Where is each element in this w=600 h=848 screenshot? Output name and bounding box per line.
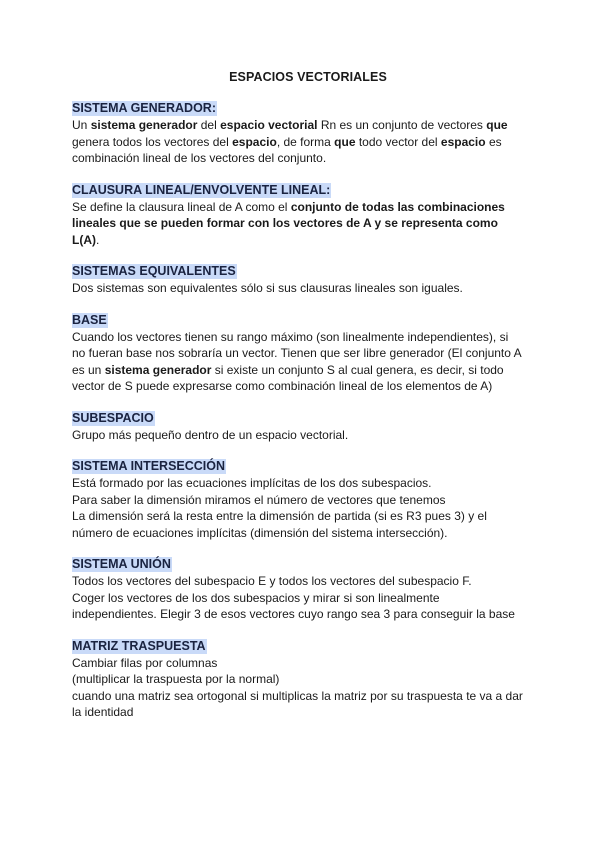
text-line (72, 508, 542, 525)
bold-text-run: sistema generador (90, 118, 198, 132)
section (72, 638, 542, 721)
section-heading-highlight: SISTEMA UNIÓN (72, 557, 171, 571)
section-paragraph (72, 280, 542, 297)
text-run: Para saber la dimensión miramos el número de vectores que tenemos (72, 492, 446, 507)
text-line (72, 704, 542, 721)
text-line (72, 215, 542, 232)
text-run: no fueran base nos sobraría un vector. Tienen que ser libre generador (El conjunto A (72, 346, 522, 360)
text-line (72, 492, 542, 509)
text-line (72, 573, 542, 590)
bold-text-run: L(A) (72, 232, 96, 247)
bold-text-run: lineales que se pueden formar con los vectores de A y se representa como (72, 216, 498, 230)
section (72, 458, 542, 541)
document-body (72, 100, 542, 721)
text-run: La dimensión será la resta entre la dimensión de partida (si es R3 pues 3) y el (72, 509, 487, 523)
text-run: cuando una matriz sea ortogonal si multiplicas la matriz por su traspuesta te va a dar (72, 688, 523, 703)
bold-text-run: espacio (440, 134, 486, 149)
text-run: Dos sistemas son equivalentes sólo si sus clausuras lineales son iguales. (72, 281, 463, 295)
text-line (72, 134, 542, 151)
text-run: Todos los vectores del subespacio E y todos los vectores del subespacio F. (72, 574, 472, 588)
text-run: Cuando los vectores tienen su rango máximo (son linealmente independientes), si (72, 329, 509, 344)
text-run: número de ecuaciones implícitas (dimensión del sistema intersección). (72, 525, 448, 540)
bold-text-run: espacio vectorial (220, 118, 318, 132)
section-paragraph (72, 475, 542, 541)
text-run: vector de S puede expresarse como combinación lineal de los elementos de A) (72, 379, 493, 393)
text-run: Rn es un conjunto de vectores (317, 118, 487, 132)
text-run: Grupo más pequeño dentro de un espacio vectorial. (72, 427, 349, 442)
section-paragraph (72, 199, 542, 249)
section-heading-highlight: SUBESPACIO (72, 410, 154, 425)
section-paragraph (72, 329, 542, 395)
section-heading (72, 556, 542, 573)
text-run: Un (72, 118, 91, 132)
text-line (72, 590, 542, 607)
text-line (72, 280, 542, 297)
text-line (72, 232, 542, 249)
text-run: genera todos los vectores del (72, 134, 233, 149)
text-run: Se define la clausura lineal de A como el (72, 199, 291, 214)
text-line (72, 150, 542, 167)
text-run: es (485, 134, 502, 149)
section (72, 182, 542, 249)
section-heading (72, 410, 542, 427)
section-heading-highlight: MATRIZ TRASPUESTA (72, 638, 206, 653)
section (72, 312, 542, 395)
text-line (72, 427, 542, 444)
text-line (72, 525, 542, 542)
section-heading (72, 458, 542, 475)
section-heading (72, 638, 542, 655)
section-paragraph (72, 655, 542, 721)
text-run: combinación lineal de los vectores del conjunto. (72, 151, 327, 165)
section-paragraph (72, 427, 542, 444)
text-run: es un (72, 362, 105, 377)
text-line (72, 362, 542, 379)
bold-text-run: conjunto de todas las combinaciones (290, 199, 505, 214)
section (72, 410, 542, 444)
section (72, 263, 542, 297)
text-run: . (96, 232, 100, 247)
bold-text-run: que (486, 118, 508, 132)
section-heading (72, 182, 542, 199)
text-line (72, 688, 542, 705)
text-line (72, 671, 542, 688)
section-paragraph (72, 117, 542, 167)
text-line (72, 117, 542, 134)
text-line (72, 199, 542, 216)
document-title: ESPACIOS VECTORIALES (229, 70, 387, 84)
text-run: independientes. Elegir 3 de esos vectores cuyo rango sea 3 para conseguir la base (72, 607, 515, 621)
text-line (72, 345, 542, 362)
text-run: Coger los vectores de los dos subespacios y mirar si son linealmente (72, 590, 440, 605)
text-run: Cambiar filas por columnas (72, 655, 218, 670)
text-run: , de forma (276, 134, 335, 149)
text-run: si existe un conjunto S al cual genera, es decir, si todo (211, 362, 504, 377)
section-heading (72, 100, 542, 117)
section (72, 556, 542, 623)
section-heading-highlight: SISTEMAS EQUIVALENTES (72, 264, 236, 278)
section-heading-highlight: BASE (72, 312, 107, 327)
bold-text-run: sistema generador (104, 362, 212, 377)
section-heading (72, 263, 542, 280)
text-line (72, 655, 542, 672)
section-heading-highlight: SISTEMA INTERSECCIÓN (72, 459, 226, 473)
bold-text-run: que (334, 134, 356, 149)
text-run: la identidad (72, 705, 134, 719)
text-line (72, 329, 542, 346)
text-line (72, 475, 542, 492)
document-page (72, 70, 542, 736)
section-heading-highlight: SISTEMA GENERADOR: (72, 101, 216, 115)
text-run: todo vector del (355, 134, 441, 149)
text-run: del (197, 118, 221, 132)
section (72, 100, 542, 167)
section-heading (72, 312, 542, 329)
section-heading-highlight: CLAUSURA LINEAL/ENVOLVENTE LINEAL: (72, 182, 331, 197)
text-run: Está formado por las ecuaciones implícitas de los dos subespacios. (72, 476, 432, 490)
section-paragraph (72, 573, 542, 623)
text-line (72, 378, 542, 395)
text-run: (multiplicar la traspuesta por la normal) (72, 672, 280, 686)
bold-text-run: espacio (232, 134, 277, 149)
text-line (72, 606, 542, 623)
